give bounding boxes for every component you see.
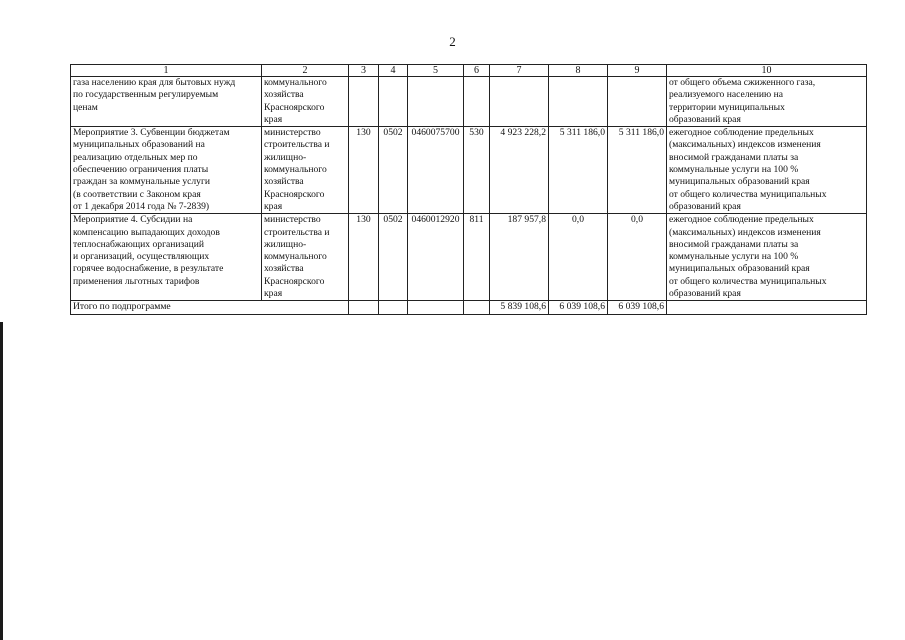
row-amount-year1 (490, 77, 549, 127)
col-header-7: 7 (490, 65, 549, 77)
total-amount-year3: 6 039 108,6 (608, 301, 667, 314)
total-amount-year1: 5 839 108,6 (490, 301, 549, 314)
total-empty (667, 301, 867, 314)
budget-table (70, 64, 867, 315)
col-header-3: 3 (349, 65, 379, 77)
scan-left-edge-shadow (0, 322, 3, 640)
row-amount-year1: 4 923 228,2 (490, 127, 549, 214)
total-empty (349, 301, 379, 314)
table-row (71, 77, 867, 127)
total-row (71, 301, 867, 314)
col-header-1: 1 (71, 65, 262, 77)
row-amount-year1: 187 957,8 (490, 214, 549, 301)
col-header-5: 5 (408, 65, 464, 77)
col-header-8: 8 (549, 65, 608, 77)
row-expense-type: 530 (464, 127, 490, 214)
row-expense-type: 811 (464, 214, 490, 301)
row-section-code: 0502 (379, 127, 408, 214)
row-grbs-code (349, 77, 379, 127)
table-row (71, 127, 867, 214)
row-grbs-code: 130 (349, 127, 379, 214)
row-executor: коммунального хозяйства Красноярского края (262, 77, 349, 127)
row-description: Мероприятие 3. Субвенции бюджетам муниципальных образований на реализацию отдельных мер по обеспечению ограничения платы граждан за коммунальные услуги (в соответствии с Законом края от 1 декабря 2014 года № 7-2839) (71, 127, 262, 214)
header-row (71, 65, 867, 77)
row-executor: министерство строительства и жилищно- коммунального хозяйства Красноярского края (262, 127, 349, 214)
col-header-6: 6 (464, 65, 490, 77)
total-amount-year2: 6 039 108,6 (549, 301, 608, 314)
total-empty (379, 301, 408, 314)
total-empty (408, 301, 464, 314)
col-header-4: 4 (379, 65, 408, 77)
row-target-code: 0460075700 (408, 127, 464, 214)
row-amount-year2 (549, 77, 608, 127)
row-amount-year2: 5 311 186,0 (549, 127, 608, 214)
row-executor: министерство строительства и жилищно- коммунального хозяйства Красноярского края (262, 214, 349, 301)
total-label: Итого по подпрограмме (71, 301, 349, 314)
row-target-code (408, 77, 464, 127)
row-expected-result: ежегодное соблюдение предельных (максимальных) индексов изменения вносимой гражданами платы за коммунальные услуги на 100 % муниципальных образований края от общего количества муниципальных образований края (667, 214, 867, 301)
row-target-code: 0460012920 (408, 214, 464, 301)
row-amount-year2: 0,0 (549, 214, 608, 301)
col-header-10: 10 (667, 65, 867, 77)
row-amount-year3: 0,0 (608, 214, 667, 301)
row-expected-result: ежегодное соблюдение предельных (максимальных) индексов изменения вносимой гражданами платы за коммунальные услуги на 100 % муниципальных образований края от общего количества муниципальных образований края (667, 127, 867, 214)
row-section-code: 0502 (379, 214, 408, 301)
row-expense-type (464, 77, 490, 127)
page-number: 2 (449, 34, 456, 49)
row-amount-year3: 5 311 186,0 (608, 127, 667, 214)
row-description: газа населению края для бытовых нужд по государственным регулируемым ценам (71, 77, 262, 127)
col-header-2: 2 (262, 65, 349, 77)
total-empty (464, 301, 490, 314)
col-header-9: 9 (608, 65, 667, 77)
row-amount-year3 (608, 77, 667, 127)
row-grbs-code: 130 (349, 214, 379, 301)
table-row (71, 214, 867, 301)
row-expected-result: от общего объема сжиженного газа, реализуемого населению на территории муниципальных образований края (667, 77, 867, 127)
row-description: Мероприятие 4. Субсидии на компенсацию выпадающих доходов теплоснабжающих организаций и организаций, осуществляющих горячее водоснабжение, в результате применения льготных тарифов (71, 214, 262, 301)
row-section-code (379, 77, 408, 127)
